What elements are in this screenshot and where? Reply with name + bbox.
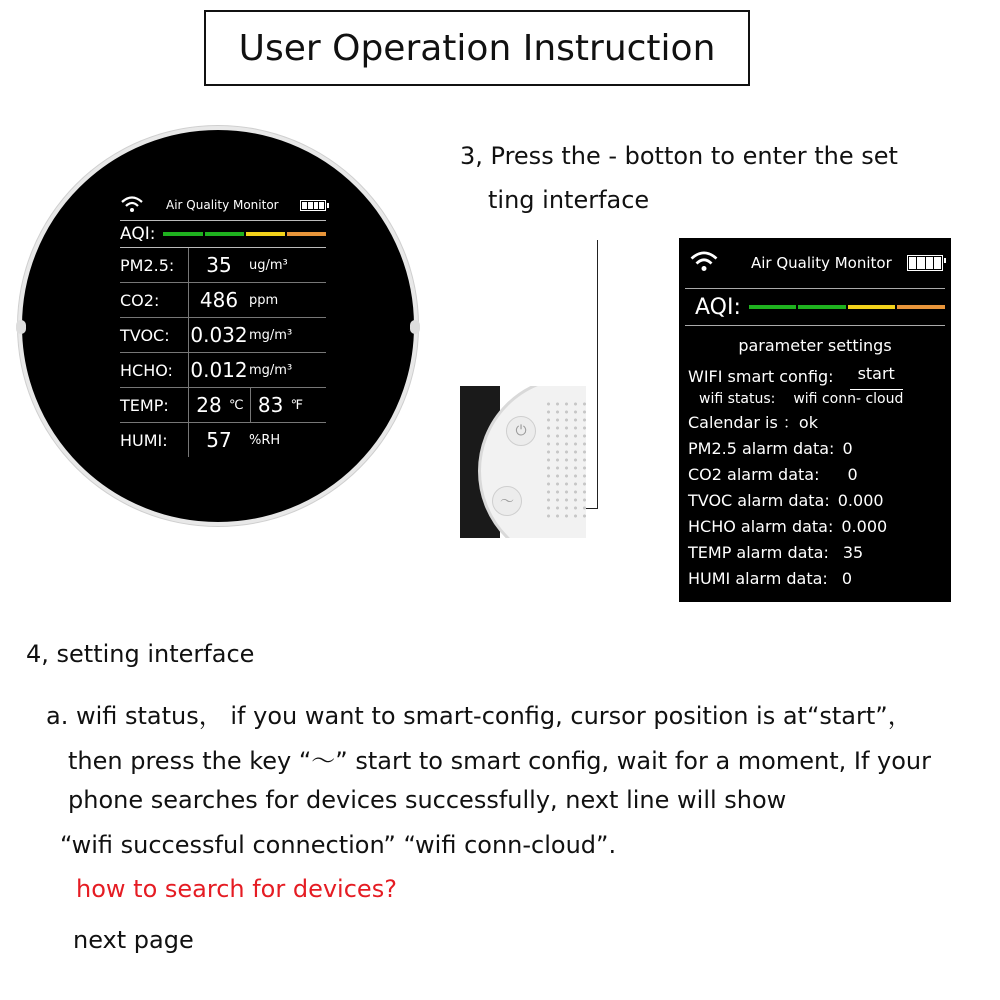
- step4-heading: 4, setting interface: [26, 640, 255, 668]
- device-screen: [120, 190, 326, 468]
- reading-label: TEMP:: [120, 395, 169, 415]
- reading-row-temp: [120, 388, 326, 423]
- settings-aqi-bar: [749, 305, 945, 309]
- calendar-row: Calendar is ：ok: [688, 413, 818, 432]
- reading-row-co2: [120, 283, 326, 318]
- wifi-config-row: [679, 364, 951, 390]
- step4-line-a3: phone searches for devices successfully, next line will show: [68, 786, 787, 814]
- alarm-row: [679, 436, 951, 462]
- reading-label: HUMI:: [120, 430, 168, 450]
- wifi-config-label: WIFI smart config:: [688, 367, 834, 386]
- wifi-status-label: wifi status:: [699, 391, 776, 407]
- power-button-icon: ⏻: [506, 416, 536, 446]
- alarm-value: 0.000: [837, 491, 884, 510]
- device-app-name: Air Quality Monitor: [166, 198, 279, 212]
- reading-row-humi: [120, 423, 326, 457]
- temp-c-value: 28: [196, 393, 222, 417]
- device-front-image: [18, 126, 418, 526]
- temp-f-value: 83: [257, 393, 284, 417]
- alarm-value: 0: [842, 439, 853, 458]
- search-devices-link[interactable]: how to search for devices?: [76, 875, 397, 903]
- reading-unit: mg/m³: [249, 362, 293, 378]
- aqi-segment: [246, 232, 285, 236]
- device-aqi-label: AQI:: [120, 224, 156, 244]
- aqi-segment: [287, 232, 326, 236]
- reading-unit: ppm: [249, 292, 279, 308]
- device-screen-header: [120, 190, 326, 220]
- settings-title: parameter settings: [738, 336, 892, 355]
- alarm-row: [679, 566, 951, 592]
- settings-screen: [679, 238, 951, 602]
- leader-line: [597, 240, 598, 508]
- aqi-segment: [798, 305, 846, 309]
- reading-label: PM2.5:: [120, 255, 175, 275]
- alarm-label: TVOC alarm data:: [688, 491, 830, 510]
- device-aqi-row: [120, 220, 326, 248]
- device-right-knob: [410, 320, 420, 334]
- wifi-status-value: wifi conn- cloud: [793, 391, 904, 407]
- reading-label: HCHO:: [120, 360, 173, 380]
- page-title: [204, 10, 750, 86]
- aqi-segment: [749, 305, 797, 309]
- reading-unit: ug/m³: [249, 257, 288, 273]
- alarm-value: 0: [847, 465, 858, 484]
- reading-value: 486: [199, 288, 239, 312]
- temp-f-unit: ℉: [290, 397, 303, 413]
- reading-row-tvoc: [120, 318, 326, 353]
- reading-label: CO2:: [120, 290, 160, 310]
- aqi-segment: [897, 305, 945, 309]
- reading-value: 0.012: [190, 358, 248, 382]
- device-left-knob: [16, 320, 26, 334]
- reading-value: 0.032: [190, 323, 248, 347]
- reading-unit: mg/m³: [249, 327, 293, 343]
- reading-value: 35: [206, 253, 232, 277]
- wifi-config-start[interactable]: start: [850, 364, 903, 390]
- alarm-label: HCHO alarm data:: [688, 517, 834, 536]
- alarm-label: TEMP alarm data:: [688, 543, 829, 562]
- reading-label: TVOC:: [120, 325, 170, 345]
- minus-button-icon: 〜: [492, 486, 522, 516]
- speaker-mesh: [544, 400, 586, 520]
- alarm-label: CO2 alarm data:: [688, 465, 820, 484]
- alarm-row: [679, 514, 951, 540]
- settings-app-name: Air Quality Monitor: [751, 254, 892, 272]
- step3-text: [460, 134, 898, 222]
- aqi-segment: [205, 232, 244, 236]
- reading-row-hcho: [120, 353, 326, 388]
- wifi-icon: [689, 249, 719, 277]
- aqi-segment: [848, 305, 896, 309]
- battery-icon: [907, 255, 943, 271]
- settings-header: [679, 238, 951, 288]
- alarm-row: [679, 540, 951, 566]
- settings-aqi-row: [685, 288, 945, 326]
- battery-icon: [300, 200, 326, 211]
- alarm-row: [679, 488, 951, 514]
- reading-value: 57: [206, 428, 232, 452]
- device-side-image: [460, 386, 586, 538]
- reading-row-pm25: [120, 248, 326, 283]
- settings-aqi-label: AQI:: [695, 294, 741, 320]
- alarm-label: PM2.5 alarm data:: [688, 439, 835, 458]
- aqi-segment: [163, 232, 202, 236]
- step4-line-a1: a. wifi status， if you want to smart-config, cursor position is at“start”，: [46, 702, 912, 730]
- step4-line-a4: “wifi successful connection” “wifi conn-cloud”.: [60, 831, 617, 859]
- wifi-status-row: [679, 390, 951, 410]
- alarm-row: [679, 462, 951, 488]
- step3-line2: ting interface: [488, 186, 650, 214]
- step4-line-a2: then press the key “～” start to smart config, wait for a moment, If your: [68, 747, 932, 775]
- alarm-value: 35: [842, 543, 864, 562]
- device-aqi-bar: [163, 232, 326, 236]
- reading-unit: %RH: [249, 432, 281, 448]
- page-title-text: User Operation Instruction: [238, 27, 716, 69]
- step3-line1: 3, Press the - botton to enter the set: [460, 142, 898, 170]
- temp-c-unit: ℃: [229, 397, 244, 413]
- alarm-value: 0.000: [841, 517, 888, 536]
- alarm-value: 0: [841, 569, 852, 588]
- wifi-icon: [120, 195, 146, 216]
- next-page-text: next page: [73, 926, 194, 954]
- alarm-label: HUMI alarm data:: [688, 569, 828, 588]
